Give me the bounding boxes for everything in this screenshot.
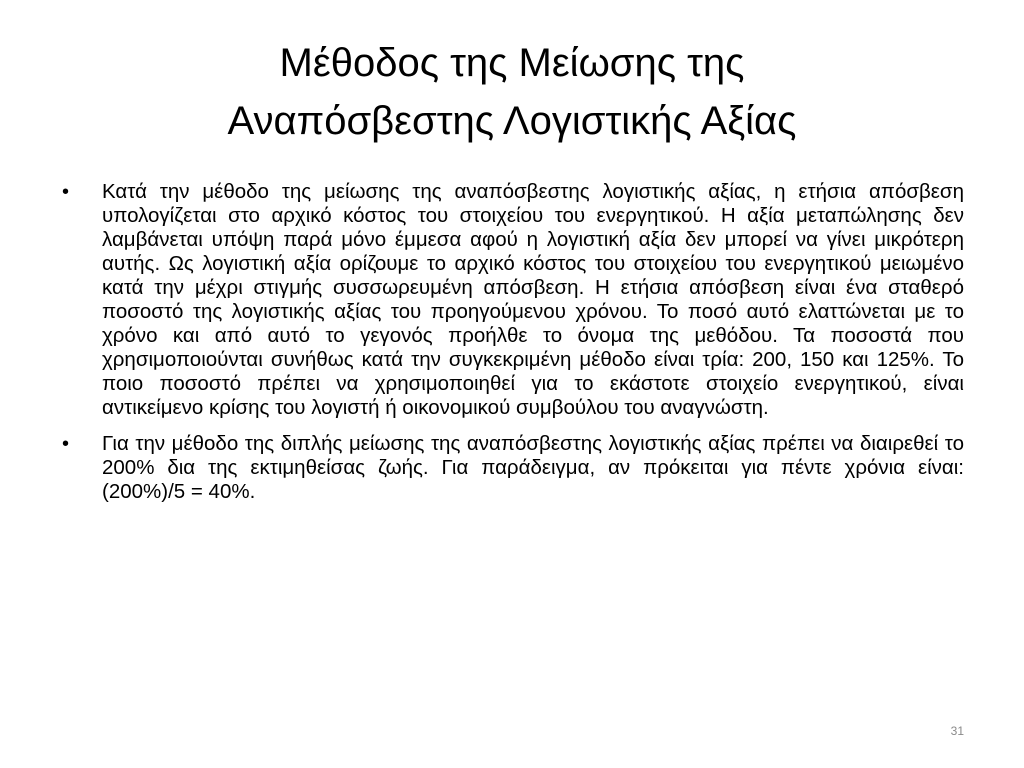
bullet-item-1 [60, 180, 964, 420]
bullet-text: Κατά την μέθοδο της μείωσης της αναπόσβεστης λογιστικής αξίας, η ετήσια απόσβεση υπολογίζεται στο αρχικό κόστος του στοιχείου του ενεργητικού. Η αξία μεταπώλησης δεν λαμβάνεται υπόψη παρά μόνο έμμεσα αφού η λογιστική αξία δεν μπορεί να γίνει μικρότερη αυτής. Ως λογιστική αξία ορίζουμε το αρχικό κόστος του στοιχείου του ενεργητικού μειωμένο κατά την μέχρι στιγμής συσσωρευμένη απόσβεση. Η ετήσια απόσβεση είναι ένα σταθερό ποσοστό της λογιστικής αξίας του προηγούμενου χρόνου. Το ποσό αυτό ελαττώνεται με το χρόνο και από αυτό το γεγονός προήλθε το όνομα της μεθόδου. Τα ποσοστά που χρησιμοποιούνται συνήθως κατά την συγκεκριμένη μέθοδο είναι τρία: 200, 150 και 125%. Το ποιο ποσοστό πρέπει να χρησιμοποιηθεί για το εκάστοτε στοιχείο ενεργητικού, είναι αντικείμενο κρίσης του λογιστή ή οικονομικού συμβούλου του αναγνώστη. [102, 180, 964, 419]
slide-title [60, 34, 964, 150]
page-number: 31 [950, 724, 964, 738]
bullet-marker: • [62, 433, 70, 455]
slide-title-line-1: Μέθοδος της Μείωσης της [279, 41, 745, 85]
bullet-item-2 [60, 432, 964, 504]
slide-title-line-2: Αναπόσβεστης Λογιστικής Αξίας [227, 99, 797, 143]
bullet-marker: • [62, 181, 70, 203]
bullet-list [60, 180, 964, 516]
bullet-text: Για την μέθοδο της διπλής μείωσης της αναπόσβεστης λογιστικής αξίας πρέπει να διαιρεθεί το 200% δια της εκτιμηθείσας ζωής. Για παράδειγμα, αν πρόκειται για πέντε χρόνια είναι: (200%)/5 = 40%. [102, 432, 964, 503]
